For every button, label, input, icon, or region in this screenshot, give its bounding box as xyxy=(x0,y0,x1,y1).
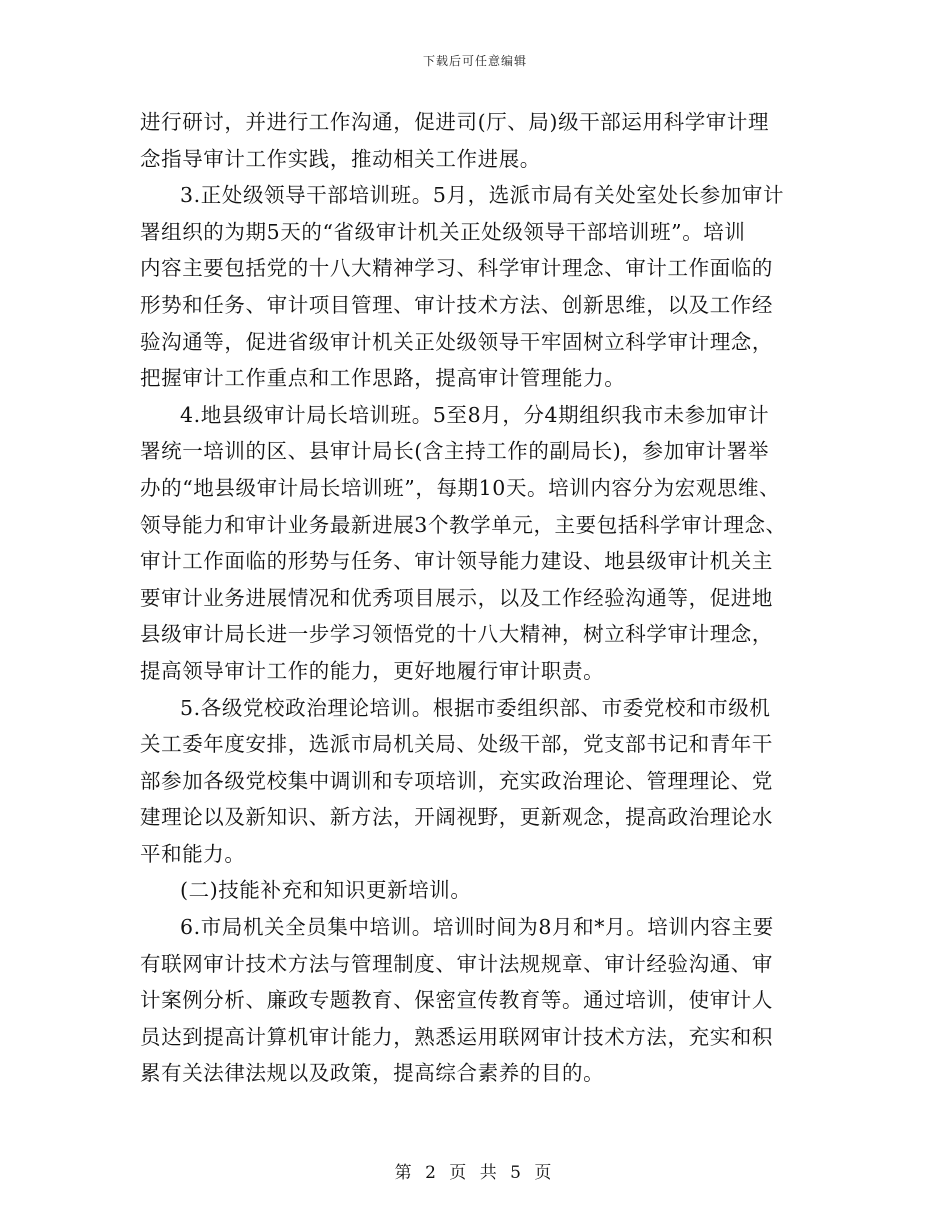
text-line: 署组织的为期5天的“省级审计机关正处级领导干部培训班”。培训 xyxy=(140,219,746,244)
section-heading: (二)技能补充和知识更新培训。 xyxy=(180,878,472,903)
text-line: 关工委年度安排，选派市局机关局、处级干部，党支部书记和青年干 xyxy=(140,732,773,757)
paragraph-start-line: 5.各级党校政治理论培训。根据市委组织部、市委党校和市级机 xyxy=(180,695,771,720)
text-line: 有联网审计技术方法与管理制度、审计法规规章、审计经验沟通、审 xyxy=(140,951,773,976)
text-line: 领导能力和审计业务最新进展3个教学单元，主要包括科学审计理念、 xyxy=(140,512,787,537)
text-line: 进行研讨，并进行工作沟通，促进司(厅、局)级干部运用科学审计理 xyxy=(140,110,770,134)
paragraph-start-line: 6.市局机关全员集中培训。培训时间为8月和*月。培训内容主要 xyxy=(180,915,774,940)
text-line: 署统一培训的区、县审计局长(含主持工作的副局长)，参加审计署举 xyxy=(140,439,770,464)
text-line: 形势和任务、审计项目管理、审计技术方法、创新思维，以及工作经 xyxy=(140,292,773,317)
text-line: 内容主要包括党的十八大精神学习、科学审计理念、审计工作面临的 xyxy=(140,256,773,281)
paragraph-start-line: 4.地县级审计局长培训班。5至8月，分4期组织我市未参加审计 xyxy=(180,402,770,427)
text-line: 要审计业务进展情况和优秀项目展示，以及工作经验沟通等，促进地 xyxy=(140,585,773,610)
text-line: 县级审计局长进一步学习领悟党的十八大精神，树立科学审计理念， xyxy=(140,622,773,647)
text-line: 提高领导审计工作的能力，更好地履行审计职责。 xyxy=(140,658,605,683)
text-line: 办的“地县级审计局长培训班”，每期10天。培训内容分为宏观思维、 xyxy=(140,475,781,500)
text-line: 把握审计工作重点和工作思路，提高审计管理能力。 xyxy=(140,366,626,391)
document-body xyxy=(140,104,820,1092)
page-footer: 第 2 页 共 5 页 xyxy=(394,1163,556,1183)
text-line: 念指导审计工作实践，推动相关工作进展。 xyxy=(140,146,541,171)
text-line: 计案例分析、廉政专题教育、保密宣传教育等。通过培训，使审计人 xyxy=(140,988,773,1013)
page-header: 下载后可任意编辑 xyxy=(422,54,527,68)
text-line: 部参加各级党校集中调训和专项培训，充实政治理论、管理理论、党 xyxy=(140,768,773,793)
text-line: 建理论以及新知识、新方法，开阔视野，更新观念，提高政治理论水 xyxy=(140,805,773,830)
text-line: 审计工作面临的形势与任务、审计领导能力建设、地县级审计机关主 xyxy=(140,549,773,574)
text-line: 平和能力。 xyxy=(140,841,246,866)
paragraph-start-line: 3.正处级领导干部培训班。5月，选派市局有关处室处长参加审计 xyxy=(180,183,785,208)
text-line: 员达到提高计算机审计能力，熟悉运用联网审计技术方法，充实和积 xyxy=(140,1024,773,1049)
text-line: 验沟通等，促进省级审计机关正处级领导干牢固树立科学审计理念， xyxy=(140,329,773,354)
text-line: 累有关法律法规以及政策，提高综合素养的目的。 xyxy=(140,1061,605,1086)
